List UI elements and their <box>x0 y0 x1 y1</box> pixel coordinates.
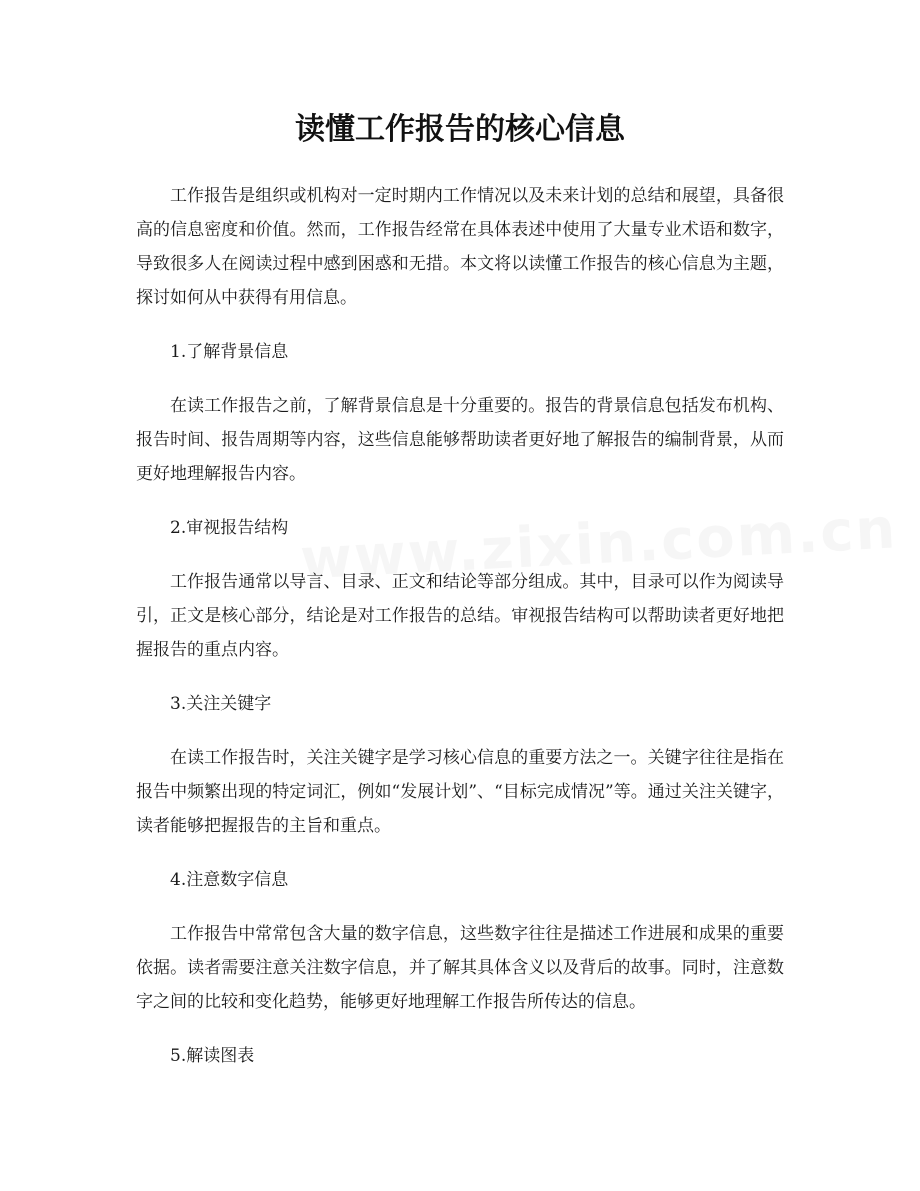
section-heading-2: 2.审视报告结构 <box>170 518 289 538</box>
section-paragraph-4: 工作报告中常常包含大量的数字信息，这些数字往往是描述工作进展和成果的重要依据。读者需要注意关注数字信息，并了解其具体含义以及背后的故事。同时，注意数字之间的比较和变化趋势，能够更好地理解工作报告所传达的信息。 <box>136 924 784 1012</box>
section-paragraph-3: 在读工作报告时，关注关键字是学习核心信息的重要方法之一。关键字往往是指在报告中频繁出现的特定词汇，例如“发展计划”、“目标完成情况”等。通过关注关键字，读者能够把握报告的主旨和重点。 <box>136 748 784 836</box>
section-heading-3: 3.关注关键字 <box>170 694 272 714</box>
section-paragraph-2: 工作报告通常以导言、目录、正文和结论等部分组成。其中，目录可以作为阅读导引，正文是核心部分，结论是对工作报告的总结。审视报告结构可以帮助读者更好地把握报告的重点内容。 <box>136 572 784 660</box>
page-title: 读懂工作报告的核心信息 <box>295 112 625 147</box>
intro-paragraph: 工作报告是组织或机构对一定时期内工作情况以及未来计划的总结和展望，具备很高的信息密度和价值。然而，工作报告经常在具体表述中使用了大量专业术语和数字，导致很多人在阅读过程中感到困惑和无措。本文将以读懂工作报告的核心信息为主题，探讨如何从中获得有用信息。 <box>136 186 784 308</box>
section-heading-1: 1.了解背景信息 <box>170 342 289 362</box>
document-body <box>136 179 784 1093</box>
section-heading-4: 4.注意数字信息 <box>170 870 289 890</box>
section-heading-5: 5.解读图表 <box>170 1046 255 1066</box>
section-paragraph-1: 在读工作报告之前，了解背景信息是十分重要的。报告的背景信息包括发布机构、报告时间、报告周期等内容，这些信息能够帮助读者更好地了解报告的编制背景，从而更好地理解报告内容。 <box>136 396 784 484</box>
